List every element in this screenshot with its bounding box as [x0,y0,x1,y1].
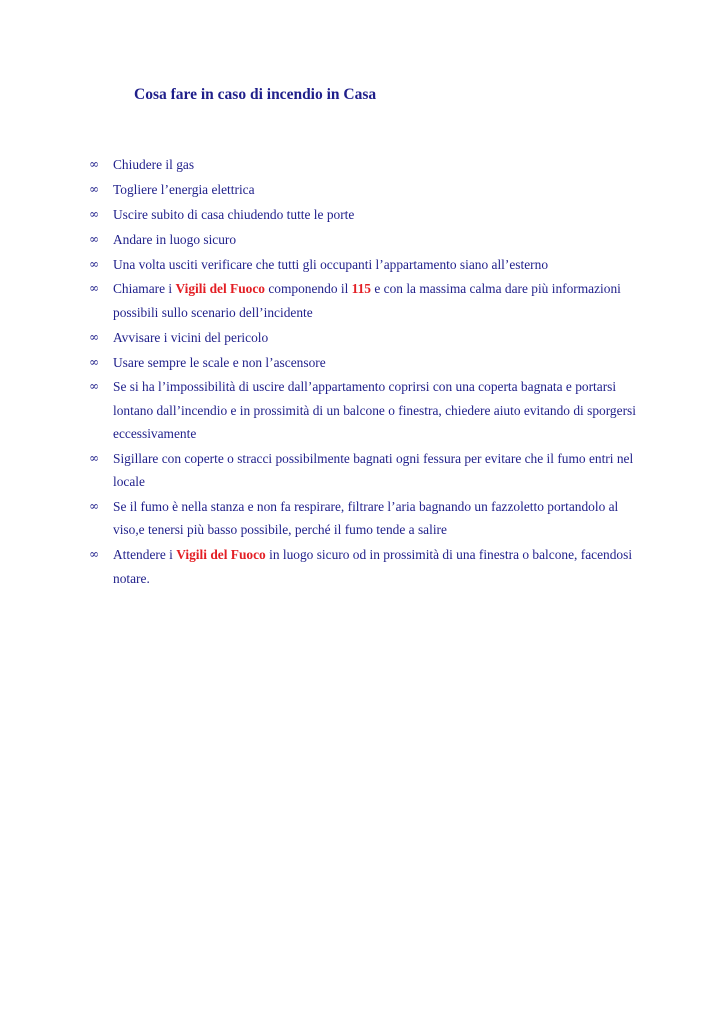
bullet-icon: ∞ [89,206,99,221]
list-item [89,326,649,349]
list-item-text [113,375,649,445]
text-segment: Una volta usciti verificare che tutti gli occupanti l’appartamento siano all’esterno [113,256,549,272]
bullet-icon: ∞ [89,157,99,171]
list-item [89,203,649,226]
list-item [89,228,649,251]
text-segment: Togliere l’energia elettrica [113,181,255,197]
bullet-icon: ∞ [89,379,99,394]
list-item-text [113,543,649,590]
list-item [89,543,649,590]
text-segment: Chiamare i [113,281,176,297]
text-segment: Se si ha l’impossibilità di uscire dall’appartamento coprirsi con una coperta bagnata e portarsi lontano dall’incendio e in prossimità di un balcone o finestra, chiedere aiuto evitando di sporgersi eccessivamente [113,379,636,442]
text-segment: Avvisare i vicini del pericolo [113,329,269,345]
list-item [89,495,649,542]
list-item-text [113,277,649,324]
bullet-icon: ∞ [89,256,99,271]
list-item [89,447,649,494]
bullet-icon: ∞ [89,354,99,369]
text-segment: in luogo sicuro od in prossimità di una finestra o balcone, facendosi notare. [113,547,633,586]
text-segment: Attendere i [113,547,177,563]
text-segment: Andare in luogo sicuro [113,231,237,247]
list-item-text [113,326,649,349]
highlighted-text: Vigili del Fuoco [175,281,265,297]
list-item-text [113,228,649,251]
text-segment: Sigillare con coperte o stracci possibilmente bagnati ogni fessura per evitare che il fumo entri nel locale [113,450,634,490]
bullet-icon: ∞ [89,547,99,562]
instruction-list [89,153,649,591]
bullet-icon: ∞ [89,231,99,246]
text-segment: Chiudere il gas [113,157,195,172]
text-segment: Se il fumo è nella stanza e non fa respirare, filtrare l’aria bagnando un fazzoletto portandolo al viso,e tenersi più basso possibile, perché il fumo tende a salire [113,499,619,538]
list-item-text [113,253,649,276]
list-item-text [113,447,649,494]
text-segment: Uscire subito di casa chiudendo tutte le porte [113,206,355,222]
list-item-text [113,351,649,374]
list-item [89,375,649,445]
text-segment: componendo il [265,281,352,297]
list-item [89,178,649,201]
bullet-icon: ∞ [89,499,99,514]
bullet-icon: ∞ [89,181,99,196]
list-item-text [113,178,649,201]
list-item-text [113,203,649,226]
list-item-text [113,495,649,542]
text-segment: e con la massima calma dare più informazioni possibili sullo scenario dell’incidente [113,281,621,320]
text-segment: Usare sempre le scale e non l’ascensore [113,354,326,370]
bullet-icon: ∞ [89,450,99,465]
list-item-text [113,153,649,176]
highlighted-text: Vigili del Fuoco [176,547,266,563]
bullet-icon: ∞ [89,329,99,344]
list-item [89,253,649,276]
highlighted-text: 115 [351,281,372,297]
list-item [89,351,649,374]
bullet-icon: ∞ [89,281,99,296]
list-item [89,153,649,176]
list-item [89,277,649,324]
page-title: Cosa fare in caso di incendio in Casa [134,86,377,103]
